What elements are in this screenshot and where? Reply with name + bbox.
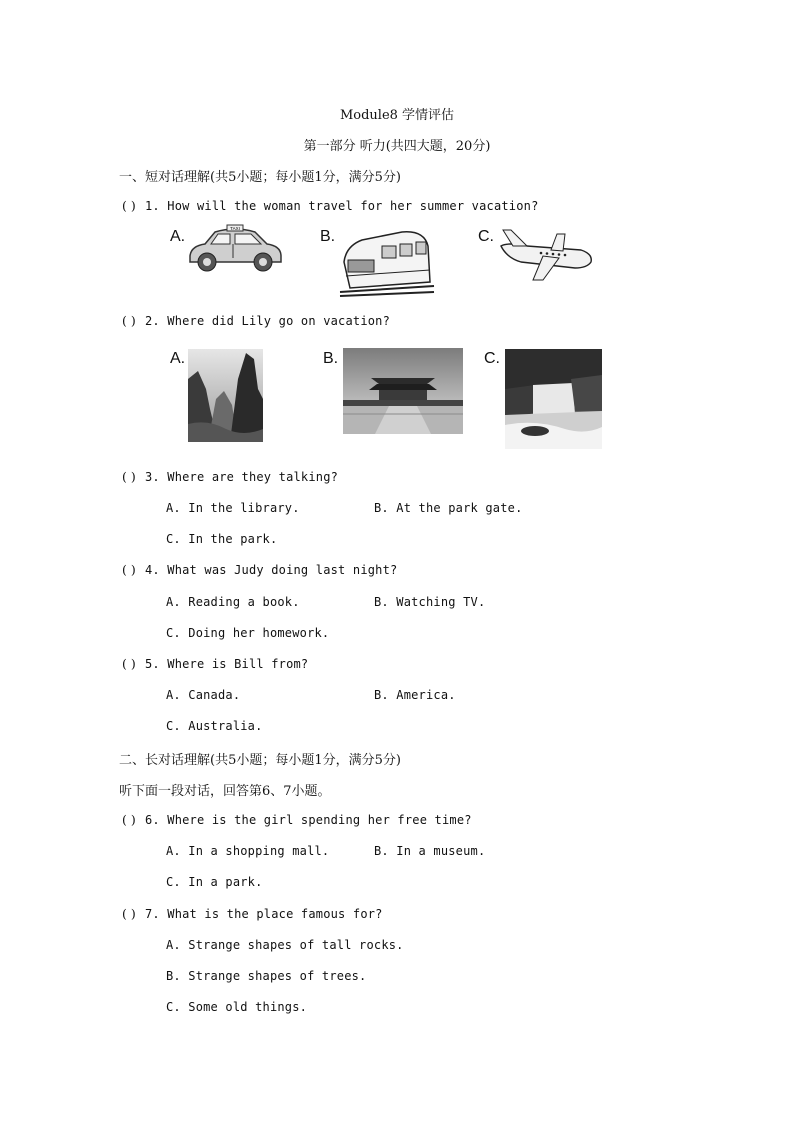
q1-option-b-label: B. xyxy=(320,228,336,245)
q2-option-b-label: B. xyxy=(323,350,339,367)
q6-option-a: A. In a shopping mall. xyxy=(166,844,330,858)
q4-option-b: B. Watching TV. xyxy=(374,595,486,609)
page-title: Module8 学情评估 xyxy=(339,108,455,123)
q6-question: 6. Where is the girl spending her free time? xyxy=(145,813,472,827)
q1-question: 1. How will the woman travel for her summer vacation? xyxy=(145,199,539,213)
q4-answer-paren[interactable]: ( ) xyxy=(122,562,136,577)
q7-option-a: A. Strange shapes of tall rocks. xyxy=(166,938,404,952)
page-subtitle: 第一部分 听力(共四大题，20分) xyxy=(303,139,491,154)
q6-option-b: B. In a museum. xyxy=(374,844,486,858)
q4-question: 4. What was Judy doing last night? xyxy=(145,563,398,577)
q3-option-a: A. In the library. xyxy=(166,501,300,515)
q3-option-b: B. At the park gate. xyxy=(374,501,523,515)
airplane-image[interactable] xyxy=(497,226,595,284)
q1-option-c-label: C. xyxy=(478,228,494,245)
waterfall-photo[interactable] xyxy=(505,349,602,449)
q3-option-c: C. In the park. xyxy=(166,532,278,546)
q1-option-a-label: A. xyxy=(170,228,186,245)
q5-option-b: B. America. xyxy=(374,688,456,702)
palace-photo[interactable] xyxy=(343,348,463,434)
taxi-image[interactable] xyxy=(185,224,285,274)
q3-question: 3. Where are they talking? xyxy=(145,470,339,484)
q3-answer-paren[interactable]: ( ) xyxy=(122,469,136,484)
q5-question: 5. Where is Bill from? xyxy=(145,657,309,671)
q6-answer-paren[interactable]: ( ) xyxy=(122,812,136,827)
section2-heading: 二、长对话理解(共5小题；每小题1分，满分5分) xyxy=(119,753,401,768)
taxi-sign-text: TAXI xyxy=(230,226,240,231)
q5-option-a: A. Canada. xyxy=(166,688,241,702)
q5-option-c: C. Australia. xyxy=(166,719,263,733)
q2-option-a-label: A. xyxy=(170,350,186,367)
q7-option-b: B. Strange shapes of trees. xyxy=(166,969,367,983)
q2-question: 2. Where did Lily go on vacation? xyxy=(145,314,391,328)
q7-answer-paren[interactable]: ( ) xyxy=(122,906,136,921)
rock-mountain-photo[interactable] xyxy=(188,349,263,442)
q4-option-c: C. Doing her homework. xyxy=(166,626,330,640)
q2-answer-paren[interactable]: ( ) xyxy=(122,313,136,328)
train-image[interactable] xyxy=(338,226,436,298)
q5-answer-paren[interactable]: ( ) xyxy=(122,656,136,671)
q7-option-c: C. Some old things. xyxy=(166,1000,308,1014)
q7-question: 7. What is the place famous for? xyxy=(145,907,383,921)
section2-intro: 听下面一段对话，回答第6、7小题。 xyxy=(119,784,331,799)
q1-answer-paren[interactable]: ( ) xyxy=(122,198,136,213)
q4-option-a: A. Reading a book. xyxy=(166,595,300,609)
q6-option-c: C. In a park. xyxy=(166,875,263,889)
q2-option-c-label[interactable]: C. xyxy=(484,350,500,367)
section1-heading: 一、短对话理解(共5小题；每小题1分，满分5分) xyxy=(119,170,401,185)
